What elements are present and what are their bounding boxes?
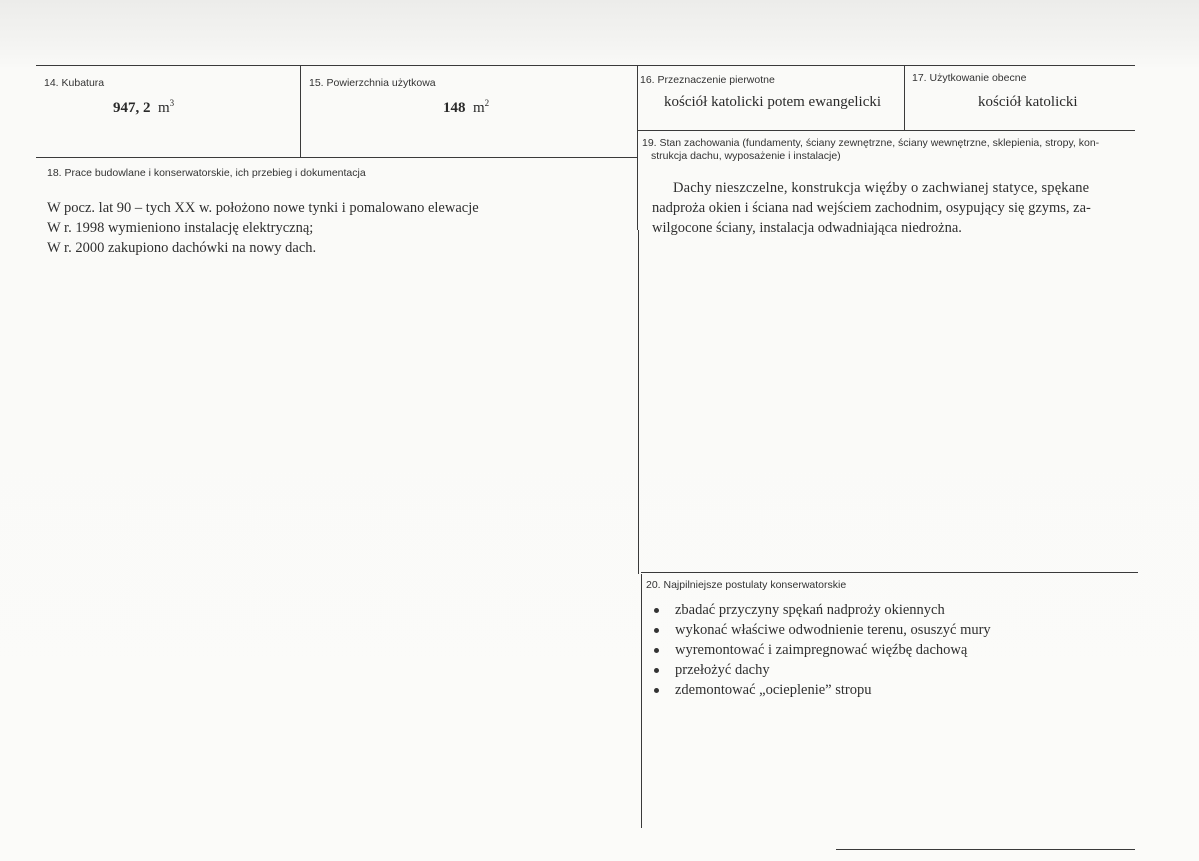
field-18-label: 18. Prace budowlane i konserwatorskie, ich przebieg i dokumentacja <box>47 167 366 179</box>
list-item: wyremontować i zaimpregnować więźbę dachową <box>651 640 991 660</box>
field-17-label: 17. Użytkowanie obecne <box>912 72 1027 84</box>
field-16-label: 16. Przeznaczenie pierwotne <box>640 74 775 86</box>
kubatura-number: 947, 2 <box>113 100 151 116</box>
kubatura-unit-exponent: 3 <box>169 98 175 108</box>
field-19-line: Dachy nieszczelne, konstrukcja więźby o zachwianej statyce, spękane <box>673 180 1090 196</box>
field-18-text <box>47 198 479 258</box>
field-16-value: kościół katolicki potem ewangelicki <box>664 94 882 110</box>
field-19-label <box>642 137 1122 163</box>
powierzchnia-unit: m <box>473 100 485 116</box>
list-item: zdemontować „ocieplenie” stropu <box>651 680 991 700</box>
center-divider-lower <box>638 230 639 574</box>
field-15-value <box>443 98 489 117</box>
field-18-line: W r. 1998 wymieniono instalację elektryczną; <box>47 220 314 236</box>
bottom-rule <box>836 849 1135 850</box>
list-item: wykonać właściwe odwodnienie terenu, osuszyć mury <box>651 620 991 640</box>
field-18-line: W r. 2000 zakupiono dachówki na nowy dach. <box>47 240 317 256</box>
field-20-list <box>651 600 991 700</box>
field-19-text <box>652 178 1122 238</box>
field-17-value: kościół katolicki <box>978 94 1078 110</box>
rule-under-16-17 <box>638 130 1135 131</box>
field-14-label: 14. Kubatura <box>44 77 105 89</box>
rule-above-20 <box>641 572 1138 573</box>
rule-under-14-15 <box>36 157 637 158</box>
field-19-label-line2: strukcja dachu, wyposażenie i instalacje) <box>651 150 841 162</box>
list-item: zbadać przyczyny spękań nadproży okiennych <box>651 600 991 620</box>
center-divider <box>637 66 638 230</box>
divider-16-17 <box>904 66 905 130</box>
divider-14-15 <box>300 66 301 157</box>
center-divider-bottom <box>641 574 642 828</box>
powierzchnia-unit-exponent: 2 <box>484 98 490 108</box>
field-19-line: nadproża okien i ściana nad wejściem zachodnim, osypujący się gzyms, za- <box>652 200 1091 216</box>
field-20-label: 20. Najpilniejsze postulaty konserwatorskie <box>646 579 847 591</box>
powierzchnia-number: 148 <box>443 100 466 116</box>
top-rule <box>36 65 1135 66</box>
field-14-value <box>113 98 174 117</box>
field-15-label: 15. Powierzchnia użytkowa <box>309 77 436 89</box>
list-item: przełożyć dachy <box>651 660 991 680</box>
kubatura-unit: m <box>158 100 170 116</box>
field-19-label-line1: 19. Stan zachowania (fundamenty, ściany zewnętrzne, ściany wewnętrzne, sklepienia, stropy, kon- <box>642 137 1100 149</box>
field-18-line: W pocz. lat 90 – tych XX w. położono nowe tynki i pomalowano elewacje <box>47 200 479 216</box>
field-19-line: wilgocone ściany, instalacja odwadniająca niedrożna. <box>652 220 962 236</box>
